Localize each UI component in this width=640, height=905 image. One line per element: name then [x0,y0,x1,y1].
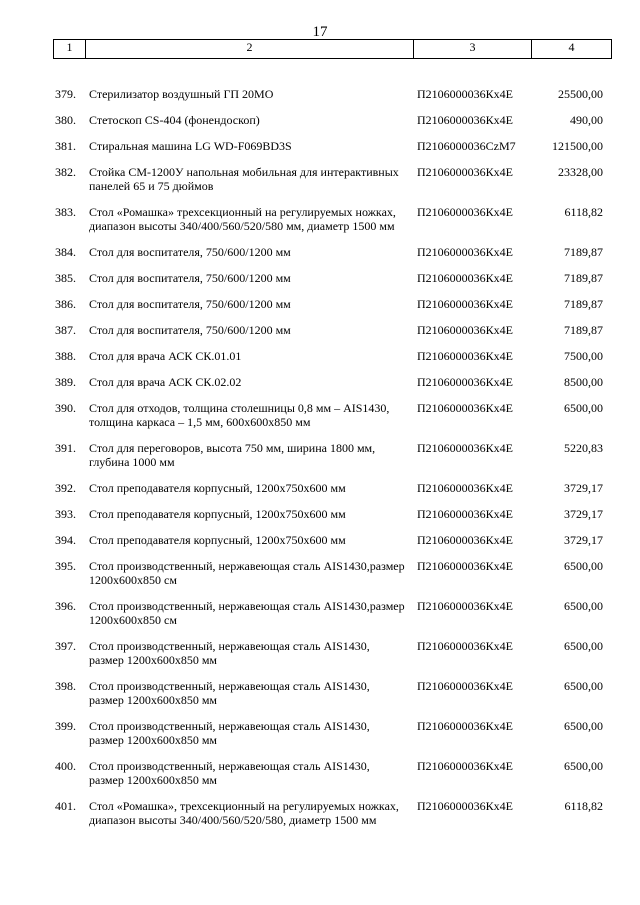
table-row [53,290,611,316]
item-price: 6500,00 [564,639,603,653]
item-code: П2106000036Кх4Е [417,323,513,337]
table-row [53,264,611,290]
item-name: Стол преподавателя корпусный, 1200х750х600 мм [89,481,346,495]
item-name: Стол «Ромашка», трехсекционный на регулируемых ножках, диапазон высоты 340/400/560/520/580, диаметр 1500 мм [89,799,399,827]
item-price: 6500,00 [564,759,603,773]
table-row [53,106,611,132]
item-code: П2106000036Кх4Е [417,719,513,733]
header-col-2: 2 [86,40,414,59]
row-number: 381. [55,139,76,153]
item-name: Стол производственный, нержавеющая сталь AIS1430,размер 1200х600х850 см [89,599,405,627]
table-row [53,316,611,342]
item-name: Стойка СМ-1200У напольная мобильная для интерактивных панелей 65 и 75 дюймов [89,165,399,193]
row-number: 400. [55,759,76,773]
row-number: 393. [55,507,76,521]
item-name: Стол производственный, нержавеющая сталь AIS1430, размер 1200х600х850 мм [89,759,370,787]
table-row [53,526,611,552]
table-row [53,792,611,832]
table-row [53,342,611,368]
item-name: Стетоскоп CS-404 (фонендоскоп) [89,113,260,127]
item-price: 25500,00 [558,87,603,101]
item-price: 121500,00 [552,139,603,153]
item-name: Стол для воспитателя, 750/600/1200 мм [89,323,291,337]
table-row [53,132,611,158]
item-code: П2106000036Кх4Е [417,401,513,415]
row-number: 387. [55,323,76,337]
item-code: П2106000036Кх4Е [417,245,513,259]
row-number: 401. [55,799,76,813]
item-price: 7189,87 [564,245,603,259]
item-name: Стол «Ромашка» трехсекционный на регулируемых ножках, диапазон высоты 340/400/560/520/580 мм, диаметр 1500 мм [89,205,396,233]
item-name: Стол для отходов, толщина столешницы 0,8 мм – AIS1430, толщина каркаса – 1,5 мм, 600х600х850 мм [89,401,390,429]
item-code: П2106000036Кх4Е [417,559,513,573]
item-price: 7189,87 [564,271,603,285]
item-name: Стол для переговоров, высота 750 мм, ширина 1800 мм, глубина 1000 мм [89,441,376,469]
table-row [53,80,611,106]
item-code: П2106000036Кх4Е [417,481,513,495]
item-code: П2106000036Кх4Е [417,375,513,389]
item-name: Стиральная машина LG WD-F069BD3S [89,139,292,153]
row-number: 382. [55,165,76,179]
item-code: П2106000036Кх4Е [417,679,513,693]
item-price: 6500,00 [564,559,603,573]
item-code: П2106000036Кх4Е [417,639,513,653]
table-row [53,434,611,474]
item-price: 3729,17 [564,533,603,547]
row-number: 390. [55,401,76,415]
table-row [53,552,611,592]
table-row [53,394,611,434]
item-code: П2106000036Кх4Е [417,349,513,363]
item-name: Стол производственный, нержавеющая сталь AIS1430, размер 1200х600х850 мм [89,679,370,707]
item-name: Стол для врача АСК СК.01.01 [89,349,242,363]
table-row [53,158,611,198]
page-number: 17 [312,24,328,40]
item-price: 6118,82 [564,799,603,813]
row-number: 395. [55,559,76,573]
item-price: 8500,00 [564,375,603,389]
row-number: 384. [55,245,76,259]
table-row [53,198,611,238]
row-number: 383. [55,205,76,219]
item-price: 6500,00 [564,679,603,693]
row-number: 398. [55,679,76,693]
row-number: 388. [55,349,76,363]
header-col-4: 4 [532,40,612,59]
table-row [53,474,611,500]
item-name: Стерилизатор воздушный ГП 20МО [89,87,274,101]
item-code: П2106000036Кх4Е [417,441,513,455]
item-name: Стол для воспитателя, 750/600/1200 мм [89,245,291,259]
item-code: П2106000036CzM7 [417,139,516,153]
row-number: 385. [55,271,76,285]
item-code: П2106000036Кх4Е [417,599,513,613]
item-code: П2106000036Кх4Е [417,165,513,179]
item-price: 6118,82 [564,205,603,219]
row-number: 392. [55,481,76,495]
item-code: П2106000036Кх4Е [417,297,513,311]
item-code: П2106000036Кх4Е [417,507,513,521]
table-row [53,712,611,752]
table-row [53,632,611,672]
items-table [53,80,611,832]
item-price: 490,00 [570,113,603,127]
row-number: 389. [55,375,76,389]
item-code: П2106000036Кх4Е [417,759,513,773]
item-name: Стол преподавателя корпусный, 1200х750х600 мм [89,533,346,547]
item-name: Стол производственный, нержавеющая сталь AIS1430, размер 1200х600х850 мм [89,639,370,667]
item-code: П2106000036Кх4Е [417,87,513,101]
item-price: 7189,87 [564,297,603,311]
row-number: 397. [55,639,76,653]
header-col-1: 1 [54,40,86,59]
item-price: 6500,00 [564,401,603,415]
header-col-3: 3 [414,40,532,59]
table-row [53,368,611,394]
row-number: 380. [55,113,76,127]
item-price: 7189,87 [564,323,603,337]
item-price: 5220,83 [564,441,603,455]
item-code: П2106000036Кх4Е [417,205,513,219]
item-price: 6500,00 [564,599,603,613]
row-number: 379. [55,87,76,101]
row-number: 391. [55,441,76,455]
row-number: 399. [55,719,76,733]
item-price: 23328,00 [558,165,603,179]
table-row [53,592,611,632]
row-number: 386. [55,297,76,311]
table-row [53,500,611,526]
items-table-body [53,80,611,832]
item-name: Стол преподавателя корпусный, 1200х750х600 мм [89,507,346,521]
item-price: 6500,00 [564,719,603,733]
table-row [53,672,611,712]
table-row [53,752,611,792]
row-number: 394. [55,533,76,547]
item-price: 3729,17 [564,481,603,495]
item-name: Стол производственный, нержавеющая сталь AIS1430,размер 1200х600х850 см [89,559,405,587]
item-code: П2106000036Кх4Е [417,799,513,813]
row-number: 396. [55,599,76,613]
item-code: П2106000036Кх4Е [417,113,513,127]
item-code: П2106000036Кх4Е [417,533,513,547]
item-name: Стол производственный, нержавеющая сталь AIS1430, размер 1200х600х850 мм [89,719,370,747]
item-code: П2106000036Кх4Е [417,271,513,285]
table-row [53,238,611,264]
item-name: Стол для врача АСК СК.02.02 [89,375,242,389]
item-name: Стол для воспитателя, 750/600/1200 мм [89,297,291,311]
item-price: 7500,00 [564,349,603,363]
table-header [53,39,612,59]
item-name: Стол для воспитателя, 750/600/1200 мм [89,271,291,285]
item-price: 3729,17 [564,507,603,521]
